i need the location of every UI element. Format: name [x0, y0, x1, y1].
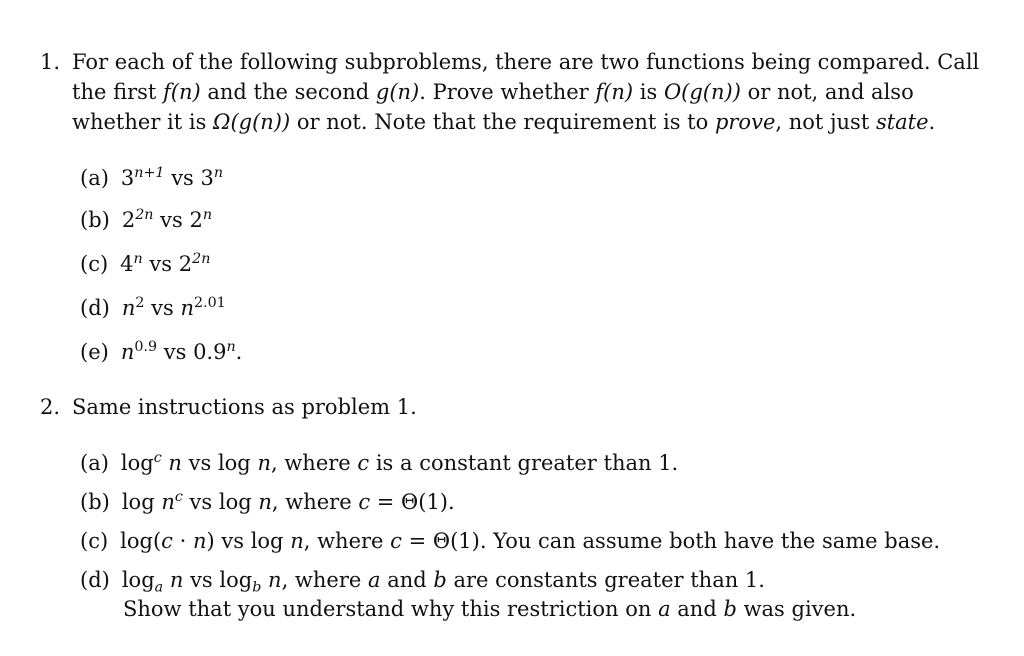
- item-label: (a): [80, 166, 109, 190]
- problem-1-item-d: (d) $n^2$ vs $n^{2.01}$: [80, 295, 226, 320]
- problem-2-item-b: (b) $\log n^c$ vs log n, where c = Θ(1).: [80, 489, 455, 514]
- item-label: (b): [80, 490, 110, 514]
- item-label: (d): [80, 296, 110, 320]
- problem-1-item-c: (c) 4$^n$ vs $2^{2n}$: [80, 251, 211, 276]
- problem-2-item-d-line-2: Show that you understand why this restriction on a and b was given.: [123, 597, 857, 621]
- item-label: (c): [80, 252, 109, 276]
- problem-1-intro-line-3: whether it is Ω(g(n)) or not. Note that the requirement is to prove, not just state.: [72, 110, 936, 134]
- item-label: (c): [80, 529, 109, 553]
- item-label: (b): [80, 208, 110, 232]
- problem-2-item-d: (d) $\log_a n$ vs $\log_b n$, where a and b are constants greater than 1.: [80, 568, 765, 596]
- problem-2-item-a: (a) $\log^c n$ vs log n, where c is a constant greater than 1.: [80, 450, 679, 475]
- problem-1-item-e: (e) $n^{0.9}$ vs 0.9$^n$.: [80, 339, 243, 364]
- item-label: (d): [80, 568, 110, 592]
- problem-1-item-b: (b) $2^{2n}$ vs 2$^n$: [80, 207, 213, 232]
- problem-2-item-c: (c) log(c · n) vs log n, where c = Θ(1). You can assume both have the same base.: [80, 529, 941, 553]
- problem-1-intro-line-1: For each of the following subproblems, there are two functions being compared. Call: [72, 50, 980, 74]
- problem-2-intro: Same instructions as problem 1.: [72, 395, 417, 419]
- item-label: (a): [80, 451, 109, 475]
- problem-number: 1.: [40, 50, 61, 74]
- problem-1-intro-line-2: the first f(n) and the second g(n). Prove whether f(n) is O(g(n)) or not, and also: [72, 80, 914, 104]
- problem-1-item-a: (a) $3^{n+1}$ vs 3$^n$: [80, 165, 224, 190]
- problem-number: 2.: [40, 395, 61, 419]
- item-label: (e): [80, 340, 109, 364]
